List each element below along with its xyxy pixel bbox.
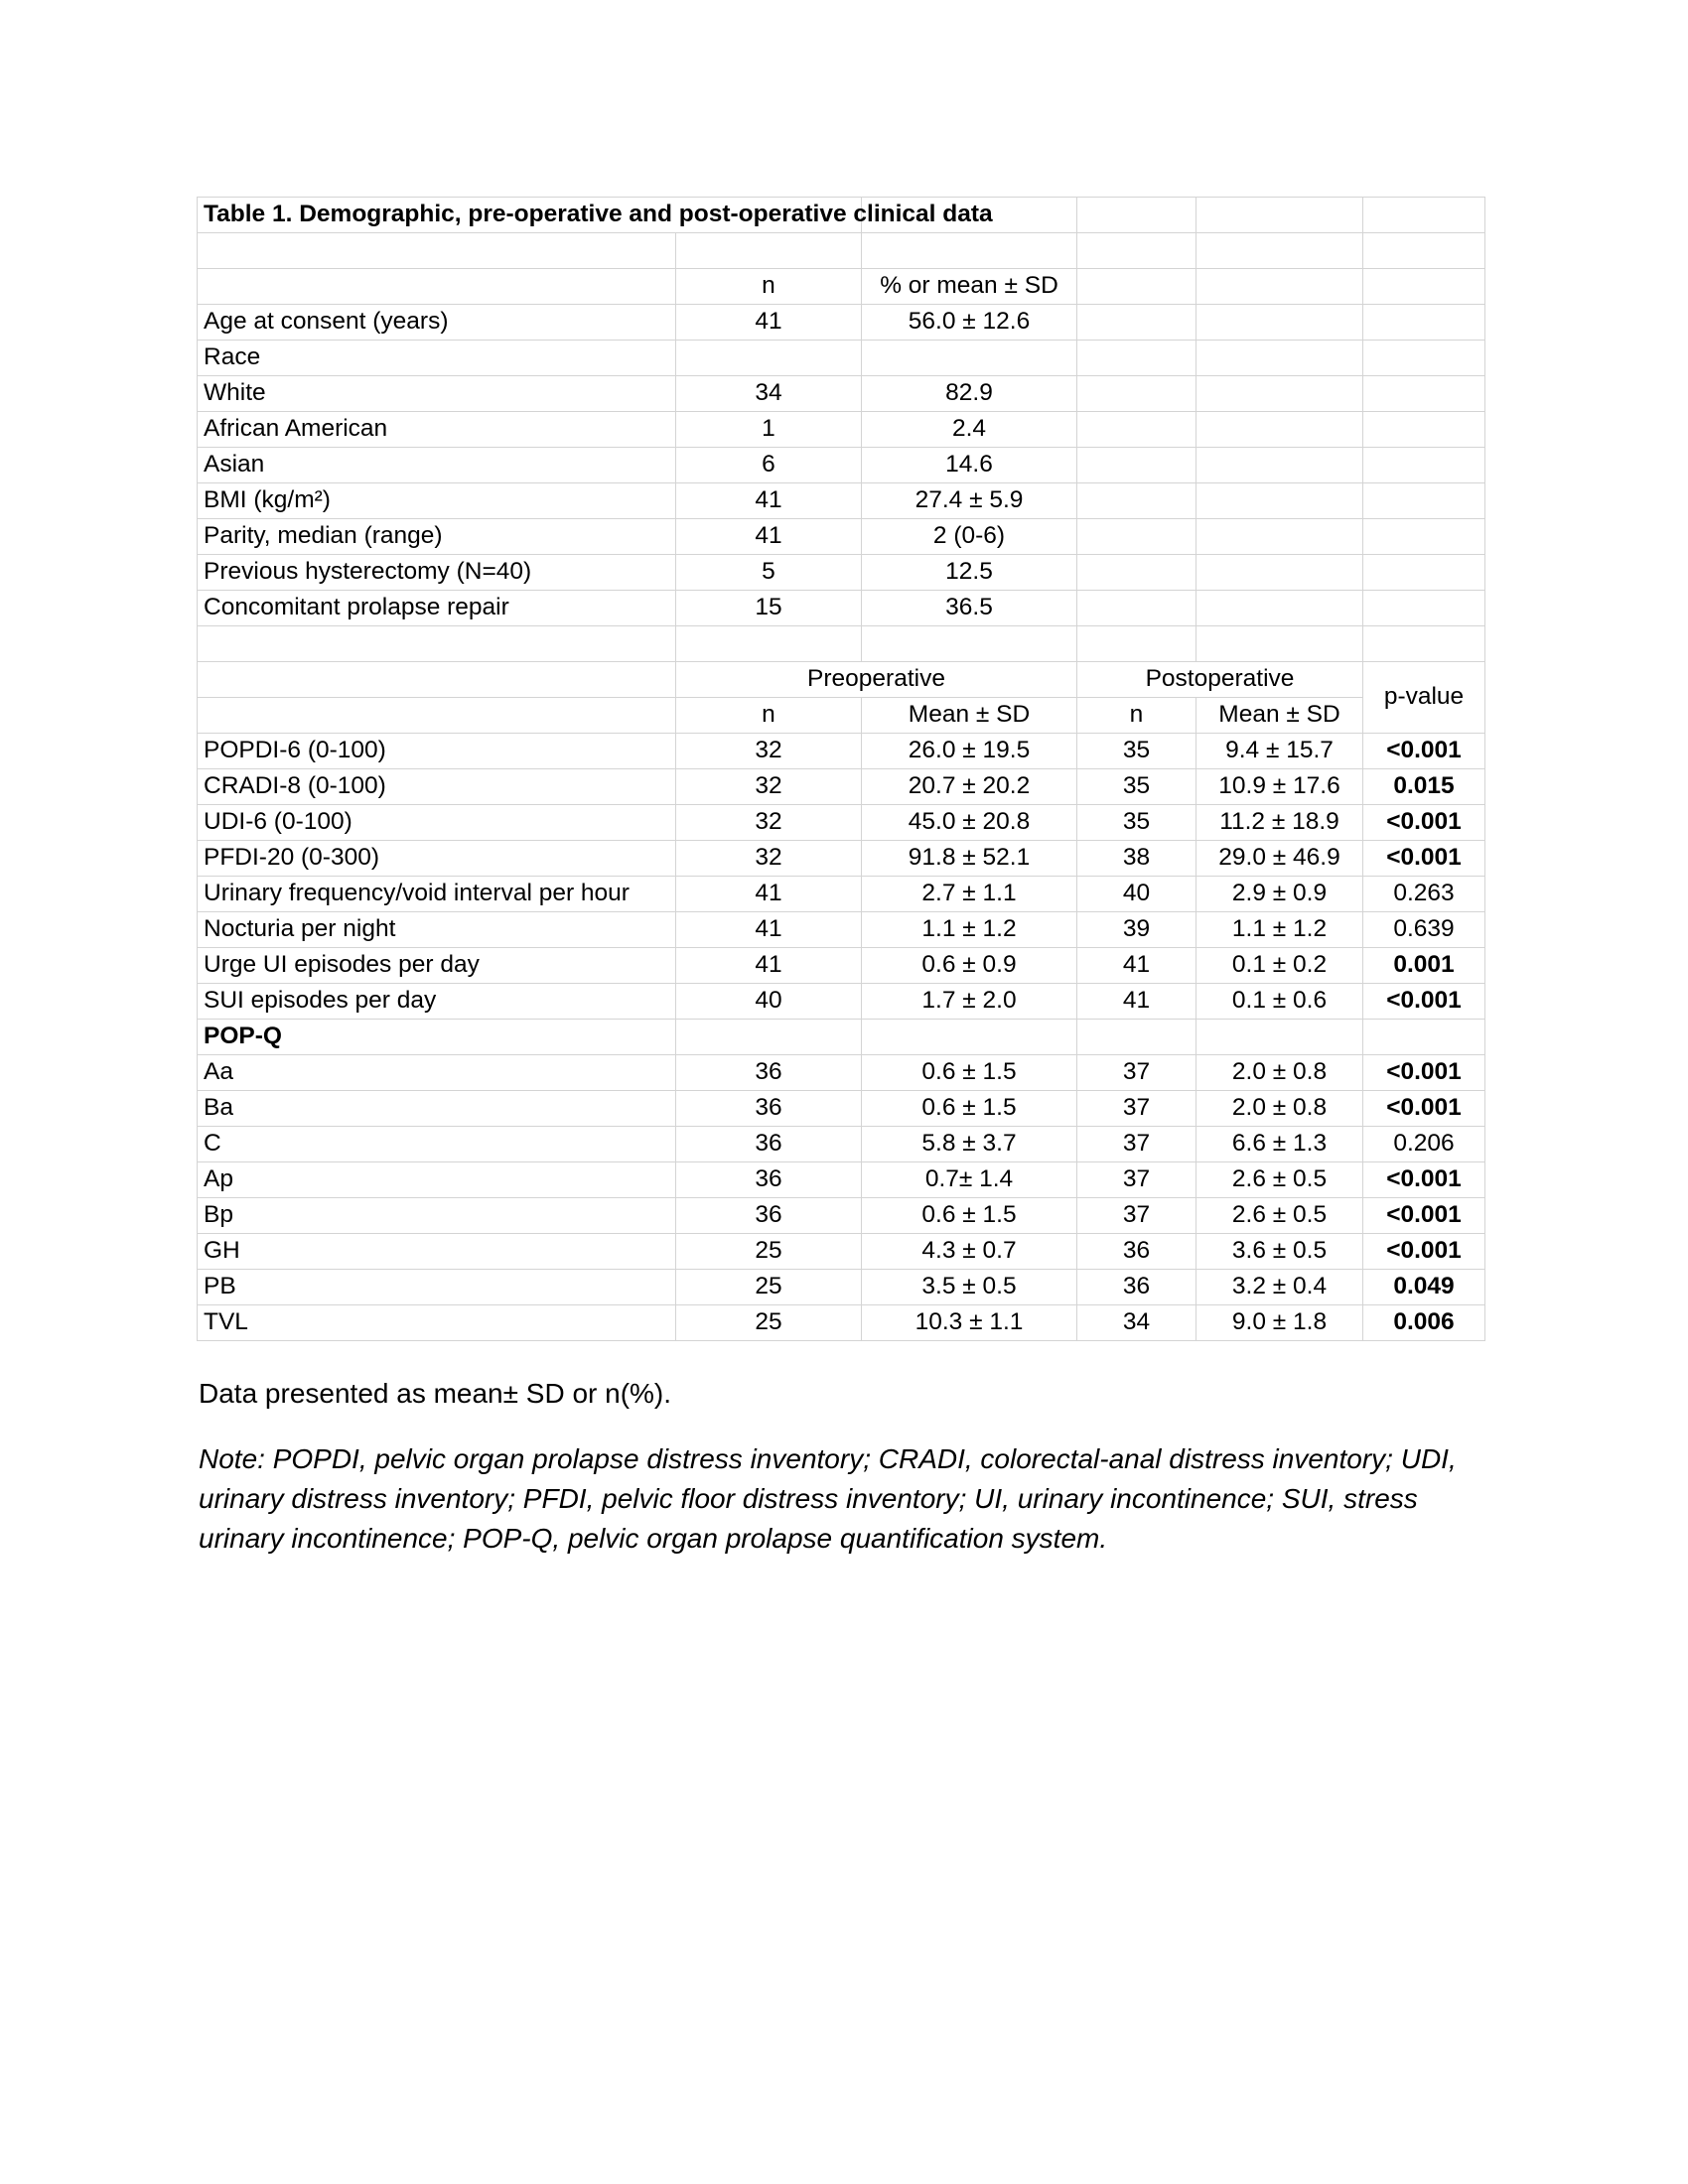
post-mean-cell: 2.0 ± 0.8 (1196, 1055, 1363, 1091)
empty-cell (1363, 305, 1485, 341)
n-cell: 41 (676, 305, 862, 341)
n-cell: 1 (676, 412, 862, 448)
preoperative-header: Preoperative (676, 662, 1077, 698)
empty-cell (862, 1020, 1077, 1055)
row-label: Previous hysterectomy (N=40) (198, 555, 676, 591)
empty-cell (1077, 555, 1196, 591)
value-cell: 14.6 (862, 448, 1077, 483)
p-value-cell: <0.001 (1363, 1162, 1485, 1198)
empty-cell (1196, 305, 1363, 341)
empty-cell (862, 233, 1077, 269)
p-value-cell: <0.001 (1363, 841, 1485, 877)
demographics-header-row (198, 269, 1485, 305)
pre-n-cell: 36 (676, 1091, 862, 1127)
post-n-cell: 35 (1077, 805, 1196, 841)
post-n-cell: 40 (1077, 877, 1196, 912)
post-n-cell: 41 (1077, 984, 1196, 1020)
pre-n-cell: 32 (676, 769, 862, 805)
empty-cell (1363, 341, 1485, 376)
p-value-cell: 0.639 (1363, 912, 1485, 948)
empty-cell (1196, 269, 1363, 305)
p-value-cell: <0.001 (1363, 805, 1485, 841)
empty-cell (1077, 448, 1196, 483)
pre-n-cell: 40 (676, 984, 862, 1020)
pre-mean-cell: 5.8 ± 3.7 (862, 1127, 1077, 1162)
outcome-row (198, 805, 1485, 841)
empty-cell (1077, 376, 1196, 412)
empty-cell (1196, 555, 1363, 591)
outcome-group-header-row (198, 662, 1485, 698)
post-n-cell: 35 (1077, 769, 1196, 805)
empty-cell (198, 269, 676, 305)
pre-n-cell: 25 (676, 1270, 862, 1305)
pre-mean-cell: 0.7± 1.4 (862, 1162, 1077, 1198)
empty-cell (862, 626, 1077, 662)
value-cell: 2 (0-6) (862, 519, 1077, 555)
pre-n-cell: 41 (676, 877, 862, 912)
empty-cell (1363, 412, 1485, 448)
p-value-header: p-value (1363, 662, 1485, 734)
value-cell (862, 341, 1077, 376)
row-label: PFDI-20 (0-300) (198, 841, 676, 877)
demographic-row (198, 341, 1485, 376)
popq-section-row (198, 1020, 1485, 1055)
outcome-row (198, 841, 1485, 877)
post-mean-cell: 3.6 ± 0.5 (1196, 1234, 1363, 1270)
post-n-cell: 37 (1077, 1162, 1196, 1198)
post-n-cell: 35 (1077, 734, 1196, 769)
p-value-cell: <0.001 (1363, 1234, 1485, 1270)
empty-cell (1363, 519, 1485, 555)
row-label: Parity, median (range) (198, 519, 676, 555)
post-n-cell: 36 (1077, 1270, 1196, 1305)
row-label: GH (198, 1234, 676, 1270)
popq-row (198, 1127, 1485, 1162)
outcome-row (198, 734, 1485, 769)
outcome-row (198, 769, 1485, 805)
popq-row (198, 1305, 1485, 1341)
demographic-row (198, 376, 1485, 412)
pre-n-cell: 32 (676, 805, 862, 841)
empty-cell (1363, 591, 1485, 626)
empty-cell (1363, 626, 1485, 662)
n-cell: 5 (676, 555, 862, 591)
empty-cell (1077, 233, 1196, 269)
pre-mean-cell: 91.8 ± 52.1 (862, 841, 1077, 877)
row-label: Nocturia per night (198, 912, 676, 948)
row-label: Asian (198, 448, 676, 483)
post-mean-cell: 6.6 ± 1.3 (1196, 1127, 1363, 1162)
p-value-cell: 0.049 (1363, 1270, 1485, 1305)
popq-row (198, 1198, 1485, 1234)
pre-mean-cell: 0.6 ± 1.5 (862, 1091, 1077, 1127)
post-mean-cell: 1.1 ± 1.2 (1196, 912, 1363, 948)
empty-cell (1196, 448, 1363, 483)
empty-cell (1363, 376, 1485, 412)
empty-cell (198, 626, 676, 662)
pre-n-cell: 36 (676, 1055, 862, 1091)
pre-n-cell: 25 (676, 1234, 862, 1270)
pre-mean-cell: 1.1 ± 1.2 (862, 912, 1077, 948)
n-cell: 15 (676, 591, 862, 626)
p-value-cell: <0.001 (1363, 984, 1485, 1020)
empty-cell (198, 662, 676, 698)
pre-mean-cell: 0.6 ± 0.9 (862, 948, 1077, 984)
empty-cell (1077, 483, 1196, 519)
post-mean-cell: 29.0 ± 46.9 (1196, 841, 1363, 877)
post-mean-cell: 2.9 ± 0.9 (1196, 877, 1363, 912)
popq-row (198, 1234, 1485, 1270)
post-n-cell: 39 (1077, 912, 1196, 948)
column-header-percent-mean: % or mean ± SD (862, 269, 1077, 305)
column-header-n: n (676, 269, 862, 305)
row-label: Ap (198, 1162, 676, 1198)
popq-section-label: POP-Q (198, 1020, 676, 1055)
popq-row (198, 1055, 1485, 1091)
row-label: Urinary frequency/void interval per hour (198, 877, 676, 912)
pre-n-cell: 32 (676, 841, 862, 877)
n-cell (676, 341, 862, 376)
empty-cell (1077, 1020, 1196, 1055)
row-label: TVL (198, 1305, 676, 1341)
demographic-row (198, 448, 1485, 483)
p-value-cell: 0.263 (1363, 877, 1485, 912)
empty-cell (1196, 198, 1363, 233)
spacer-row (198, 233, 1485, 269)
empty-cell (1077, 341, 1196, 376)
p-value-cell: 0.015 (1363, 769, 1485, 805)
post-mean-cell: 2.6 ± 0.5 (1196, 1198, 1363, 1234)
empty-cell (1196, 483, 1363, 519)
empty-cell (676, 233, 862, 269)
row-label: SUI episodes per day (198, 984, 676, 1020)
empty-cell (1196, 626, 1363, 662)
empty-cell (1077, 269, 1196, 305)
empty-cell (1196, 591, 1363, 626)
pre-n-cell: 32 (676, 734, 862, 769)
demographic-row (198, 412, 1485, 448)
row-label: POPDI-6 (0-100) (198, 734, 676, 769)
p-value-cell: <0.001 (1363, 1198, 1485, 1234)
empty-cell (1363, 483, 1485, 519)
empty-cell (676, 1020, 862, 1055)
value-cell: 36.5 (862, 591, 1077, 626)
abbreviations-note: Note: POPDI, pelvic organ prolapse distress inventory; CRADI, colorectal-anal distress inventory; UDI, urinary distress inventory; PFDI, pelvic floor distress inventory; UI, urinary incontinence; SUI, stress urinary incontinence; POP-Q, pelvic organ prolapse quantification system. (199, 1443, 1457, 1554)
pre-mean-cell: 0.6 ± 1.5 (862, 1198, 1077, 1234)
row-label: Ba (198, 1091, 676, 1127)
n-cell: 34 (676, 376, 862, 412)
empty-cell (676, 626, 862, 662)
empty-cell (1077, 305, 1196, 341)
post-n-cell: 38 (1077, 841, 1196, 877)
row-label: Urge UI episodes per day (198, 948, 676, 984)
value-cell: 82.9 (862, 376, 1077, 412)
empty-cell (1363, 1020, 1485, 1055)
row-label: Race (198, 341, 676, 376)
popq-row (198, 1091, 1485, 1127)
n-cell: 41 (676, 483, 862, 519)
pre-mean-cell: 2.7 ± 1.1 (862, 877, 1077, 912)
pre-n-cell: 25 (676, 1305, 862, 1341)
empty-cell (1196, 412, 1363, 448)
empty-cell (1077, 412, 1196, 448)
pre-mean-cell: 4.3 ± 0.7 (862, 1234, 1077, 1270)
post-mean-header: Mean ± SD (1196, 698, 1363, 734)
row-label: CRADI-8 (0-100) (198, 769, 676, 805)
row-label: Bp (198, 1198, 676, 1234)
p-value-cell: <0.001 (1363, 1055, 1485, 1091)
clinical-data-table (197, 197, 1485, 1341)
demographic-row (198, 519, 1485, 555)
empty-cell (1196, 376, 1363, 412)
row-label: African American (198, 412, 676, 448)
popq-row (198, 1270, 1485, 1305)
p-value-cell: 0.006 (1363, 1305, 1485, 1341)
title-row (198, 198, 1485, 233)
empty-cell (1196, 233, 1363, 269)
demographic-row (198, 555, 1485, 591)
row-label: PB (198, 1270, 676, 1305)
row-label: Age at consent (years) (198, 305, 676, 341)
data-presentation-note: Data presented as mean± SD or n(%). (199, 1378, 672, 1409)
value-cell: 27.4 ± 5.9 (862, 483, 1077, 519)
p-value-cell: 0.206 (1363, 1127, 1485, 1162)
pre-mean-cell: 3.5 ± 0.5 (862, 1270, 1077, 1305)
pre-mean-header: Mean ± SD (862, 698, 1077, 734)
empty-cell (198, 233, 676, 269)
pre-n-cell: 41 (676, 912, 862, 948)
p-value-cell: 0.001 (1363, 948, 1485, 984)
pre-mean-cell: 1.7 ± 2.0 (862, 984, 1077, 1020)
empty-cell (1077, 198, 1196, 233)
n-cell: 6 (676, 448, 862, 483)
pre-mean-cell: 0.6 ± 1.5 (862, 1055, 1077, 1091)
post-n-cell: 41 (1077, 948, 1196, 984)
empty-cell (1363, 233, 1485, 269)
post-mean-cell: 2.0 ± 0.8 (1196, 1091, 1363, 1127)
outcome-row (198, 877, 1485, 912)
outcome-row (198, 912, 1485, 948)
empty-cell (1363, 555, 1485, 591)
value-cell: 12.5 (862, 555, 1077, 591)
empty-cell (1363, 448, 1485, 483)
p-value-cell: <0.001 (1363, 1091, 1485, 1127)
empty-cell (1196, 341, 1363, 376)
row-label: BMI (kg/m²) (198, 483, 676, 519)
post-n-header: n (1077, 698, 1196, 734)
post-mean-cell: 0.1 ± 0.6 (1196, 984, 1363, 1020)
post-n-cell: 34 (1077, 1305, 1196, 1341)
p-value-cell: <0.001 (1363, 734, 1485, 769)
post-n-cell: 37 (1077, 1091, 1196, 1127)
value-cell: 2.4 (862, 412, 1077, 448)
postoperative-header: Postoperative (1077, 662, 1363, 698)
demographic-row (198, 483, 1485, 519)
empty-cell (1196, 519, 1363, 555)
pre-n-cell: 36 (676, 1198, 862, 1234)
pre-n-cell: 36 (676, 1127, 862, 1162)
demographic-row (198, 591, 1485, 626)
value-cell: 56.0 ± 12.6 (862, 305, 1077, 341)
row-label: UDI-6 (0-100) (198, 805, 676, 841)
row-label: White (198, 376, 676, 412)
post-n-cell: 37 (1077, 1198, 1196, 1234)
outcome-row (198, 948, 1485, 984)
post-n-cell: 37 (1077, 1055, 1196, 1091)
table-title: Table 1. Demographic, pre-operative and post-operative clinical data (198, 198, 862, 233)
empty-cell (1077, 626, 1196, 662)
empty-cell (1077, 591, 1196, 626)
pre-n-header: n (676, 698, 862, 734)
popq-row (198, 1162, 1485, 1198)
empty-cell (1363, 269, 1485, 305)
demographic-row (198, 305, 1485, 341)
empty-cell (1196, 1020, 1363, 1055)
row-label: Aa (198, 1055, 676, 1091)
empty-cell (198, 698, 676, 734)
post-n-cell: 37 (1077, 1127, 1196, 1162)
post-mean-cell: 0.1 ± 0.2 (1196, 948, 1363, 984)
outcome-row (198, 984, 1485, 1020)
post-mean-cell: 2.6 ± 0.5 (1196, 1162, 1363, 1198)
post-mean-cell: 9.4 ± 15.7 (1196, 734, 1363, 769)
empty-cell (1077, 519, 1196, 555)
post-n-cell: 36 (1077, 1234, 1196, 1270)
post-mean-cell: 11.2 ± 18.9 (1196, 805, 1363, 841)
empty-cell (1363, 198, 1485, 233)
outcome-subheader-row (198, 698, 1485, 734)
pre-n-cell: 36 (676, 1162, 862, 1198)
post-mean-cell: 9.0 ± 1.8 (1196, 1305, 1363, 1341)
spacer-row (198, 626, 1485, 662)
row-label: C (198, 1127, 676, 1162)
n-cell: 41 (676, 519, 862, 555)
pre-mean-cell: 20.7 ± 20.2 (862, 769, 1077, 805)
pre-n-cell: 41 (676, 948, 862, 984)
pre-mean-cell: 45.0 ± 20.8 (862, 805, 1077, 841)
post-mean-cell: 10.9 ± 17.6 (1196, 769, 1363, 805)
post-mean-cell: 3.2 ± 0.4 (1196, 1270, 1363, 1305)
pre-mean-cell: 10.3 ± 1.1 (862, 1305, 1077, 1341)
pre-mean-cell: 26.0 ± 19.5 (862, 734, 1077, 769)
row-label: Concomitant prolapse repair (198, 591, 676, 626)
